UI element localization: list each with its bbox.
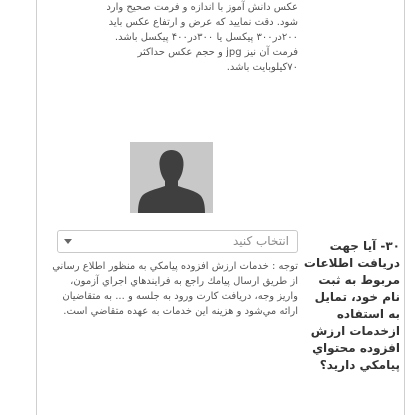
left-divider bbox=[36, 0, 37, 415]
sms-service-select[interactable] bbox=[57, 230, 298, 253]
select-placeholder: انتخاب کنید bbox=[232, 234, 289, 248]
photo-instructions-line: ۲۰۰در۳۰۰ پیکسل یا ۳۰۰در۴۰۰ پیکسل باشد. bbox=[114, 32, 298, 43]
photo-instructions-line: شود. دقت نمایید که عرض و ارتفاع عکس باید bbox=[108, 17, 298, 28]
student-photo-placeholder[interactable] bbox=[130, 142, 213, 213]
photo-instructions-line: ۷۰کیلوبایت باشد. bbox=[226, 62, 298, 73]
sms-service-note: توجه : خدمات ارزش افزوده پيامكي به منظور اطلاع رساني از طريق ارسال پيامك راجع به فرايندهاي اجراي آزمون، واريز وجه، دريافت كارت ورود به جلسه و ... به متقاضيان ارائه مي‌شود و هزينه اين خدمات به عهده متقاضي است. bbox=[52, 261, 298, 317]
photo-instructions-line: فرمت آن نیز jpg و حجم عکس حداکثر bbox=[137, 47, 298, 58]
photo-instructions-line: عکس دانش آموز با اندازه و فرمت صحیح وارد bbox=[106, 2, 298, 13]
question-30-label: ۳۰- آیا جهت دریافت اطلاعات مربوط به ثبت نام خود، تمایل به استفاده ازخدمات ارزش افزوده محتواي پيامكي داريد؟ bbox=[303, 239, 400, 372]
user-silhouette-icon bbox=[130, 142, 213, 213]
chevron-down-icon[interactable] bbox=[64, 239, 72, 244]
photo-instructions bbox=[52, 0, 298, 75]
